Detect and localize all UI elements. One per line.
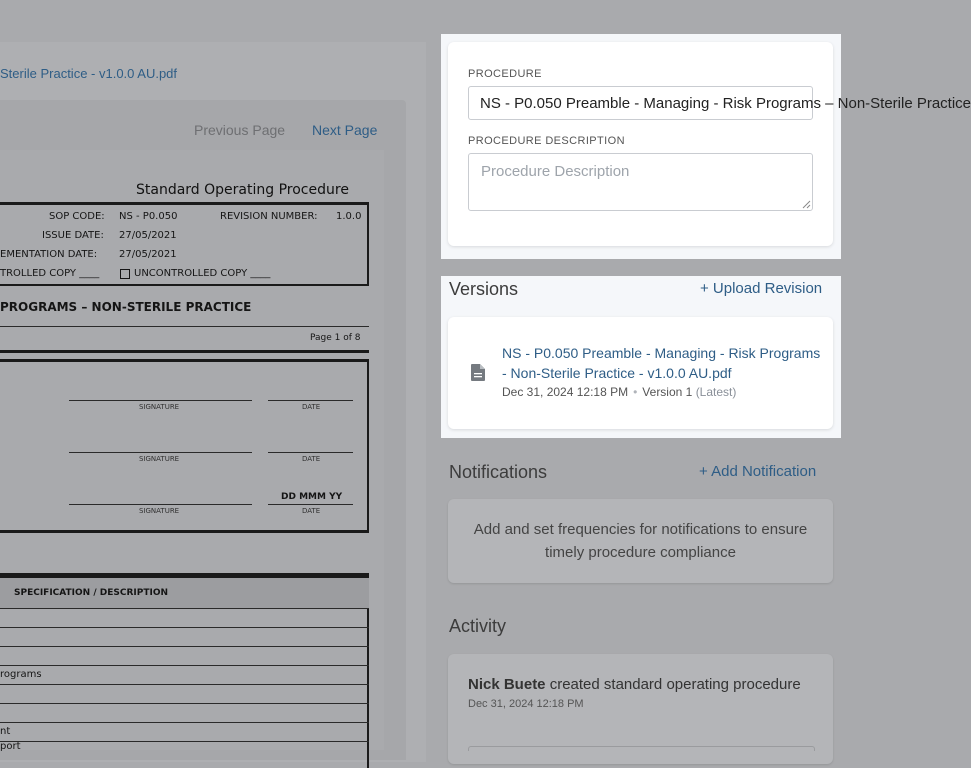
date-caption: DATE <box>302 403 321 411</box>
pdf-title: Standard Operating Procedure <box>136 182 349 198</box>
comment-input[interactable] <box>468 746 815 751</box>
signature-caption: SIGNATURE <box>139 455 180 463</box>
add-notification-button[interactable]: + Add Notification <box>699 463 817 480</box>
date-format: DD MMM YY <box>281 492 343 502</box>
notifications-empty-text: Add and set frequencies for notifications to ensure timely procedure compliance <box>473 521 808 561</box>
latest-badge: (Latest) <box>695 385 737 399</box>
date-line <box>268 400 353 401</box>
table-row-line <box>0 741 369 742</box>
activity-user: Nick Buete <box>468 676 546 693</box>
version-number: Version 1 <box>642 385 693 399</box>
program-title: PROGRAMS – NON-STERILE PRACTICE <box>0 300 252 314</box>
version-meta <box>502 385 736 399</box>
versions-heading: Versions <box>449 279 519 299</box>
date-caption: DATE <box>302 455 321 463</box>
resize-handle-icon[interactable] <box>802 200 810 208</box>
table-row-line <box>0 703 369 704</box>
pdf-divider <box>0 284 369 286</box>
pdf-divider <box>0 350 369 353</box>
table-row-line <box>0 722 369 723</box>
date-line <box>268 452 353 453</box>
date-caption: DATE <box>302 507 321 515</box>
implementation-date-label: EMENTATION DATE: <box>0 249 98 260</box>
separator-dot-icon: • <box>633 385 638 399</box>
activity-action: created standard operating procedure <box>545 676 801 693</box>
signature-line <box>69 504 252 505</box>
activity-time: Dec 31, 2024 12:18 PM <box>468 698 584 710</box>
controlled-copy-label: TROLLED COPY ____ <box>0 268 100 279</box>
version-date: Dec 31, 2024 12:18 PM <box>502 385 629 399</box>
table-row-line <box>0 627 369 628</box>
signature-caption: SIGNATURE <box>139 507 180 515</box>
table-row-line <box>0 665 369 666</box>
upload-revision-button[interactable]: + Upload Revision <box>700 280 823 297</box>
uncontrolled-copy-label: UNCONTROLLED COPY ____ <box>134 268 271 279</box>
revision-label: REVISION NUMBER: <box>220 211 318 222</box>
spec-header: SPECIFICATION / DESCRIPTION <box>14 588 169 598</box>
revision-value: 1.0.0 <box>336 211 362 222</box>
file-name-link[interactable]: Sterile Practice - v1.0.0 AU.pdf <box>0 66 178 81</box>
table-cell: rograms <box>0 669 42 680</box>
procedure-description-placeholder: Procedure Description <box>481 163 630 180</box>
pdf-divider <box>0 326 369 327</box>
signature-line <box>69 452 252 453</box>
table-row-line <box>0 646 369 647</box>
notifications-heading: Notifications <box>449 462 548 482</box>
procedure-input[interactable]: NS - P0.050 Preamble - Managing - Risk Programs – Non-Sterile Practice <box>468 86 813 120</box>
signature-caption: SIGNATURE <box>139 403 180 411</box>
activity-entry <box>468 676 801 693</box>
sop-code-value: NS - P0.050 <box>119 211 178 222</box>
table-row-line <box>0 608 369 609</box>
procedure-description-field[interactable] <box>468 153 813 211</box>
table-row-line <box>0 684 369 685</box>
previous-page-button[interactable]: Previous Page <box>194 122 286 138</box>
issue-date-value: 27/05/2021 <box>119 230 177 241</box>
checkbox-icon <box>120 269 130 279</box>
sop-code-label: SOP CODE: <box>49 211 105 222</box>
table-cell: port <box>0 741 21 752</box>
version-file-link[interactable]: NS - P0.050 Preamble - Managing - Risk Programs - Non-Sterile Practice - v1.0.0 AU.pdf <box>502 345 821 381</box>
signature-line <box>69 400 252 401</box>
procedure-label: PROCEDURE <box>468 68 542 80</box>
implementation-date-value: 27/05/2021 <box>119 249 177 260</box>
table-cell: nt <box>0 726 11 737</box>
date-line <box>268 504 353 505</box>
next-page-button[interactable]: Next Page <box>312 122 378 138</box>
issue-date-label: ISSUE DATE: <box>42 230 104 241</box>
page-count: Page 1 of 8 <box>310 333 361 343</box>
procedure-description-label: PROCEDURE DESCRIPTION <box>468 135 625 147</box>
document-icon <box>471 364 485 381</box>
activity-heading: Activity <box>449 616 507 636</box>
